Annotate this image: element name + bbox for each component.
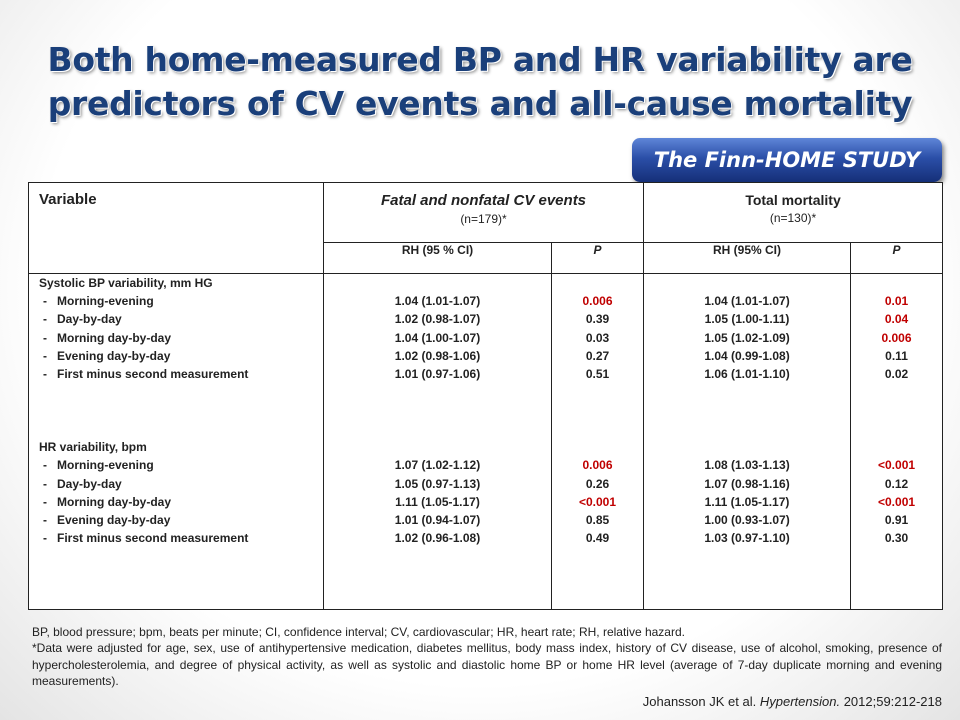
header-total-mortality-n: (n=130)* (769, 211, 817, 225)
section-title: HR variability, bpm (39, 440, 147, 455)
rh-value-cv: 1.02 (0.96-1.08) (394, 531, 481, 546)
subheader-rh-1: RH (95 % CI) (324, 243, 552, 274)
p-value-mortality: 0.01 (884, 294, 909, 309)
rh-value-cv: 1.05 (0.97-1.13) (394, 476, 481, 491)
header-variable: Variable (29, 183, 324, 274)
rh-value-mortality: 1.07 (0.98-1.16) (704, 476, 790, 491)
section-title-spacer (552, 438, 643, 456)
variable-item (39, 365, 323, 383)
header-cv-events (324, 183, 644, 243)
results-table (28, 182, 943, 610)
section-gap (552, 383, 643, 438)
rh-column-1 (324, 274, 552, 610)
subheader-p-1: P (552, 243, 644, 274)
dash-bullet: - (43, 348, 47, 363)
p-value-cv: 0.49 (585, 531, 610, 546)
variable-item-label: First minus second measurement (57, 367, 249, 382)
p-value-cv: 0.006 (582, 294, 613, 309)
p-column-2 (851, 274, 943, 610)
p-value-cv: 0.26 (585, 476, 610, 491)
dash-bullet: - (43, 476, 47, 491)
section-title-spacer (851, 438, 942, 456)
variable-item-label: Morning-evening (57, 294, 154, 309)
p-column-1 (552, 274, 644, 610)
p-value-mortality: 0.04 (884, 312, 909, 327)
rh-column-2 (644, 274, 851, 610)
dash-bullet: - (43, 494, 47, 509)
citation-ref: 2012;59:212-218 (843, 694, 942, 709)
dash-bullet: - (43, 330, 47, 345)
rh-value-mortality: 1.11 (1.05-1.17) (704, 494, 790, 509)
p-value-cv: 0.03 (585, 330, 610, 345)
section-title-spacer (644, 274, 850, 292)
study-badge: The Finn-HOME STUDY (632, 138, 942, 182)
p-value-mortality: <0.001 (878, 458, 916, 473)
rh-value-mortality: 1.08 (1.03-1.13) (704, 458, 790, 473)
rh-value-mortality: 1.00 (0.93-1.07) (704, 513, 790, 528)
variable-item-label: First minus second measurement (57, 531, 249, 546)
header-cv-events-name: Fatal and nonfatal CV events (380, 192, 587, 209)
rh-value-mortality: 1.04 (0.99-1.08) (704, 348, 790, 363)
citation-authors: Johansson JK et al. (642, 694, 757, 709)
title-line-2: predictors of CV events and all-cause mortality (47, 84, 913, 123)
rh-value-mortality: 1.05 (1.02-1.09) (704, 330, 790, 345)
rh-value-cv: 1.07 (1.02-1.12) (394, 458, 481, 473)
citation (643, 694, 942, 709)
subheader-rh-2: RH (95% CI) (644, 243, 851, 274)
p-value-cv: 0.39 (585, 312, 610, 327)
variable-item (39, 292, 323, 310)
section-gap (39, 383, 323, 438)
p-value-cv: <0.001 (578, 494, 617, 509)
p-value-cv: 0.006 (582, 458, 613, 473)
variable-item-label: Morning day-by-day (57, 494, 172, 509)
header-row (29, 183, 943, 243)
variable-item (39, 347, 323, 365)
variable-item-label: Evening day-by-day (57, 348, 171, 363)
dash-bullet: - (43, 458, 47, 473)
rh-value-mortality: 1.03 (0.97-1.10) (704, 531, 790, 546)
variable-item-label: Morning day-by-day (57, 330, 172, 345)
section-title-spacer (324, 438, 551, 456)
rh-value-cv: 1.01 (0.94-1.07) (394, 513, 481, 528)
rh-value-mortality: 1.05 (1.00-1.11) (704, 312, 790, 327)
variable-item (39, 493, 323, 511)
p-value-mortality: 0.12 (884, 476, 909, 491)
section-gap (324, 383, 551, 438)
section-gap (644, 383, 850, 438)
variable-item-label: Day-by-day (57, 312, 122, 327)
footnote-adjustment: *Data were adjusted for age, sex, use of antihypertensive medication, diabetes mellitus, body mass index, history of CV disease, use of alcohol, smoking, presence of hypercholesterolemia, and degree of physical activity, as well as systolic and diastolic home BP or home HR level (average of 7-day duplicate morning and evening measurements). (32, 641, 942, 688)
variable-column (29, 274, 324, 610)
dash-bullet: - (43, 513, 47, 528)
variable-item-label: Day-by-day (57, 476, 122, 491)
dash-bullet: - (43, 294, 47, 309)
dash-bullet: - (43, 312, 47, 327)
p-value-mortality: 0.30 (884, 531, 909, 546)
footnote-abbreviations: BP, blood pressure; bpm, beats per minute; CI, confidence interval; CV, cardiovascular; HR, heart rate; RH, relative hazard. (32, 625, 685, 639)
variable-item-label: Evening day-by-day (57, 513, 171, 528)
section-title-spacer (644, 438, 850, 456)
rh-value-cv: 1.02 (0.98-1.07) (394, 312, 481, 327)
p-value-cv: 0.51 (585, 367, 610, 382)
p-value-mortality: 0.91 (884, 513, 909, 528)
variable-item (39, 529, 323, 547)
header-total-mortality (644, 183, 943, 243)
rh-value-cv: 1.02 (0.98-1.06) (394, 348, 481, 363)
variable-item (39, 475, 323, 493)
p-value-mortality: 0.11 (885, 348, 908, 363)
variable-item (39, 456, 323, 474)
header-total-mortality-name: Total mortality (745, 192, 841, 208)
title-line-1: Both home-measured BP and HR variability are (47, 40, 913, 79)
section-title: Systolic BP variability, mm HG (39, 276, 213, 290)
section-title-spacer (851, 274, 942, 292)
citation-journal: Hypertension. (759, 694, 841, 709)
rh-value-mortality: 1.04 (1.01-1.07) (704, 294, 790, 309)
p-value-mortality: 0.006 (881, 330, 912, 345)
footnotes (32, 624, 942, 689)
section-title-spacer (552, 274, 643, 292)
subheader-p-2: P (851, 243, 943, 274)
variable-item (39, 511, 323, 529)
p-value-mortality: <0.001 (878, 494, 916, 509)
header-cv-events-n: (n=179)* (460, 212, 507, 226)
p-value-cv: 0.85 (585, 513, 610, 528)
rh-value-cv: 1.01 (0.97-1.06) (394, 367, 481, 382)
body-row (29, 274, 943, 610)
variable-item-label: Morning-evening (57, 458, 154, 473)
section-title-spacer (324, 274, 551, 292)
dash-bullet: - (43, 531, 47, 546)
p-value-cv: 0.27 (585, 348, 610, 363)
variable-item (39, 310, 323, 328)
rh-value-cv: 1.11 (1.05-1.17) (395, 494, 480, 509)
variable-item (39, 329, 323, 347)
dash-bullet: - (43, 367, 47, 382)
rh-value-mortality: 1.06 (1.01-1.10) (704, 367, 790, 382)
section-gap (851, 383, 942, 438)
p-value-mortality: 0.02 (884, 367, 909, 382)
slide-title (20, 38, 940, 126)
rh-value-cv: 1.04 (1.01-1.07) (394, 294, 481, 309)
rh-value-cv: 1.04 (1.00-1.07) (394, 330, 481, 345)
